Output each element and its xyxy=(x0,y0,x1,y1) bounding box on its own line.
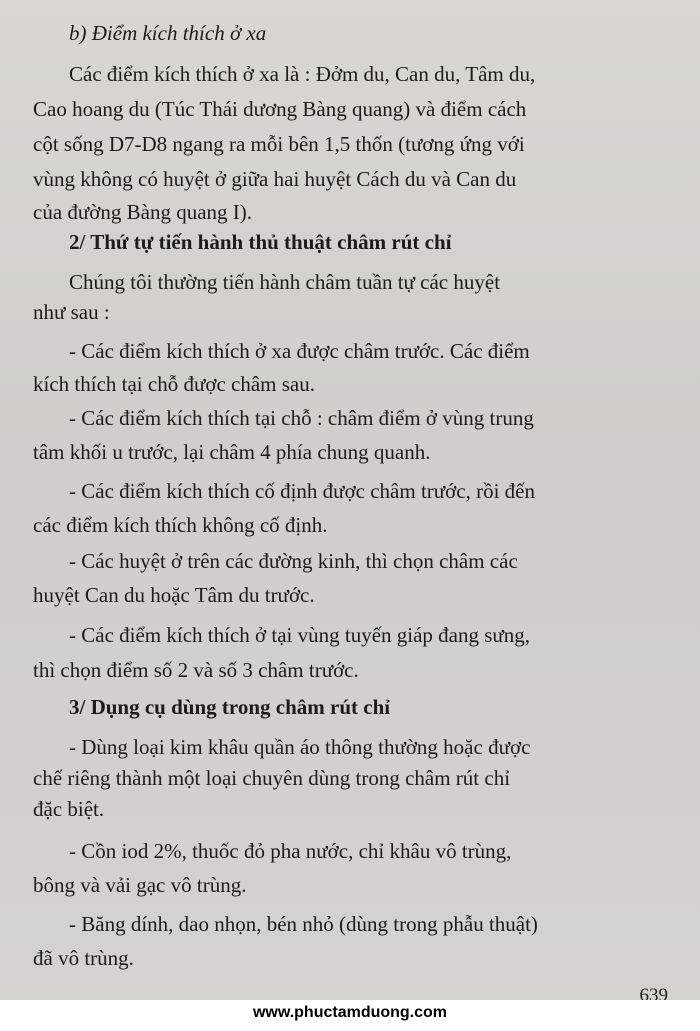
list-item-line: kích thích tại chỗ được châm sau. xyxy=(33,372,315,396)
paragraph-line: Các điểm kích thích ở xa là : Đởm du, Can du, Tâm du, xyxy=(69,62,536,86)
list-item-line: đã vô trùng. xyxy=(33,946,134,970)
paragraph-line: Cao hoang du (Túc Thái dương Bàng quang) và điểm cách xyxy=(33,97,527,121)
section-heading-2: 2/ Thứ tự tiến hành thủ thuật châm rút chỉ xyxy=(69,230,452,254)
footer-bar xyxy=(0,1000,700,1031)
page-number: 639 xyxy=(639,985,668,1000)
list-item-line: - Các điểm kích thích tại chỗ : châm điểm ở vùng trung xyxy=(69,406,534,430)
list-item-line: đặc biệt. xyxy=(33,797,105,821)
paragraph-line: của đường Bàng quang I). xyxy=(33,200,253,224)
list-item-line: - Các điểm kích thích ở tại vùng tuyến giáp đang sưng, xyxy=(69,623,531,647)
list-item-line: tâm khối u trước, lại châm 4 phía chung quanh. xyxy=(33,440,431,464)
paragraph-line: Chúng tôi thường tiến hành châm tuần tự các huyệt xyxy=(69,270,501,294)
list-item-line: - Băng dính, dao nhọn, bén nhỏ (dùng trong phẫu thuật) xyxy=(69,912,538,936)
list-item-line: - Các điểm kích thích ở xa được châm trước. Các điểm xyxy=(69,339,530,363)
paragraph-line: như sau : xyxy=(33,300,110,324)
website-link[interactable]: www.phuctamduong.com xyxy=(252,1004,448,1021)
section-b-title: b) Điểm kích thích ở xa xyxy=(69,21,267,45)
list-item-line: thì chọn điểm số 2 và số 3 châm trước. xyxy=(33,658,359,682)
section-heading-3: 3/ Dụng cụ dùng trong châm rút chỉ xyxy=(69,695,391,719)
list-item-line: - Dùng loại kim khâu quần áo thông thường hoặc được xyxy=(69,735,531,759)
list-item-line: - Cồn iod 2%, thuốc đỏ pha nước, chỉ khâu vô trùng, xyxy=(69,839,512,863)
paragraph-line: cột sống D7-D8 ngang ra mỗi bên 1,5 thốn (tương ứng với xyxy=(33,132,525,156)
paragraph-line: vùng không có huyệt ở giữa hai huyệt Cách du và Can du xyxy=(33,167,517,191)
list-item-line: - Các huyệt ở trên các đường kinh, thì chọn châm các xyxy=(69,549,518,573)
list-item-line: - Các điểm kích thích cố định được châm trước, rồi đến xyxy=(69,479,535,503)
list-item-line: các điểm kích thích không cố định. xyxy=(33,513,328,537)
list-item-line: huyệt Can du hoặc Tâm du trước. xyxy=(33,583,315,607)
list-item-line: bông và vải gạc vô trùng. xyxy=(33,873,247,897)
list-item-line: chế riêng thành một loại chuyên dùng trong châm rút chỉ xyxy=(33,766,511,790)
